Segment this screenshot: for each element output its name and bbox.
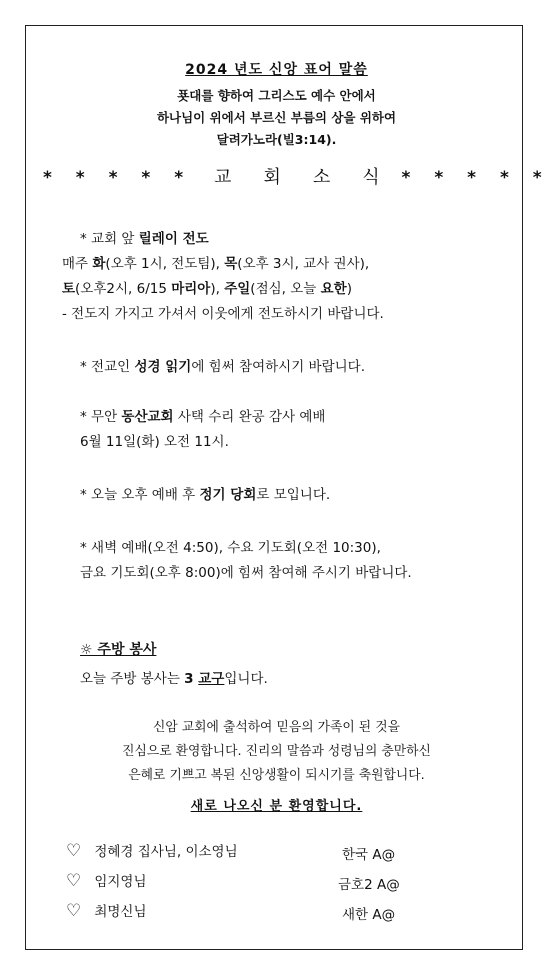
kitchen-post: 입니다.	[224, 671, 268, 687]
stars-left: * * * * *	[43, 168, 193, 188]
relay-day: 화	[92, 256, 106, 272]
heart-icon: ♡	[66, 871, 82, 891]
visitor-name: 임지영님	[94, 874, 147, 890]
church-news-header	[43, 163, 551, 189]
kitchen-pre: 오늘 주방 봉사는	[80, 671, 185, 687]
prayer-line-2: 금요 기도회(오후 8:00)에 힘써 참여해 주시기 바랍니다.	[80, 565, 412, 581]
relay-day: 목	[224, 256, 238, 272]
relay-text: 매주	[62, 256, 93, 272]
heart-icon: ♡	[66, 901, 82, 921]
bullet: *	[80, 359, 87, 375]
visitor-row	[66, 840, 238, 861]
relay-day: 토	[62, 281, 76, 297]
stars-right: * * * * *	[401, 168, 551, 188]
relay-text: ),	[210, 281, 225, 297]
bible-post: 에 힘써 참여하시기 바랍니다.	[191, 359, 366, 375]
relay-line-1	[80, 227, 209, 247]
relay-line-2	[62, 252, 369, 272]
visitor-place: 새한 A@	[342, 907, 396, 923]
visitor-place: 금호2 A@	[338, 877, 400, 893]
relay-text: (점심, 오늘	[250, 281, 321, 297]
visitor-name: 최명신님	[94, 904, 147, 920]
thanks-pre: 무안	[91, 409, 122, 425]
prayer-text: 새벽 예배(오전 4:50), 수요 기도회(오전 10:30),	[91, 540, 381, 556]
thanks-line-1	[80, 405, 325, 425]
bible-bold: 성경 읽기	[134, 359, 192, 375]
verse-line-3: 달려가노라(빌3:14).	[216, 132, 337, 147]
visitor-place: 한국 A@	[342, 847, 396, 863]
welcome-line-2: 진심으로 환영합니다. 진리의 말씀과 성령님의 충만하신	[122, 744, 431, 759]
kitchen-bold-underlined: 교구	[198, 671, 225, 687]
welcome-line-3: 은혜로 기쁘고 복된 신앙생활이 되시기를 축원합니다.	[128, 768, 425, 783]
relay-day: 주일	[224, 281, 251, 297]
bible-reading-item	[80, 355, 365, 375]
visitor-row	[66, 900, 147, 921]
visitor-name: 정혜경 집사님, 이소영님	[94, 844, 238, 860]
bible-pre: 전교인	[91, 359, 135, 375]
verse-line-1: 푯대를 향하여 그리스도 예수 안에서	[177, 88, 376, 103]
relay-text: (오후 1시, 전도팀),	[105, 256, 225, 272]
title-char: 식	[362, 167, 380, 188]
meeting-bold: 정기 당회	[199, 487, 257, 503]
thanks-bold: 동산교회	[121, 409, 174, 425]
thanks-line-2: 6월 11일(화) 오전 11시.	[80, 434, 229, 450]
welcome-subtitle: 새로 나오신 분 환영합니다.	[190, 799, 363, 814]
meeting-item	[80, 483, 330, 503]
relay-line-3	[62, 277, 352, 297]
visitor-row	[66, 870, 147, 891]
meeting-pre: 오늘 오후 예배 후	[91, 487, 200, 503]
kitchen-service-text	[80, 667, 268, 687]
bullet: *	[80, 409, 87, 425]
relay-name: 마리아	[171, 281, 211, 297]
prayer-line-1	[80, 536, 381, 556]
relay-line-4: - 전도지 가지고 가셔서 이웃에게 전도하시기 바랍니다.	[62, 306, 384, 322]
relay-text: (오후 3시, 교사 권사),	[237, 256, 370, 272]
verse-line-2: 하나님이 위에서 부르신 부름의 상을 위하여	[156, 110, 397, 125]
title-char: 회	[263, 167, 281, 188]
title-char: 소	[312, 167, 331, 188]
bullet: *	[80, 231, 87, 247]
kitchen-service-title: ☼ 주방 봉사	[80, 642, 157, 658]
bullet: *	[80, 487, 87, 503]
motto-title: 2024 년도 신앙 표어 말씀	[185, 62, 368, 78]
relay-text: )	[346, 281, 352, 297]
heart-icon: ♡	[66, 841, 82, 861]
relay-name: 요한	[320, 281, 347, 297]
relay-bold: 릴레이 전도	[138, 231, 209, 247]
relay-pre: 교회 앞	[91, 231, 139, 247]
relay-text: (오후2시, 6/15	[75, 281, 172, 297]
church-news-title	[198, 168, 401, 188]
meeting-post: 로 모입니다.	[256, 487, 331, 503]
thanks-post: 사택 수리 완공 감사 예배	[173, 409, 326, 425]
title-char: 교	[214, 167, 232, 188]
kitchen-bold: 3	[184, 671, 199, 687]
welcome-line-1: 신암 교회에 출석하여 믿음의 가족이 된 것을	[153, 720, 400, 735]
bullet: *	[80, 540, 87, 556]
